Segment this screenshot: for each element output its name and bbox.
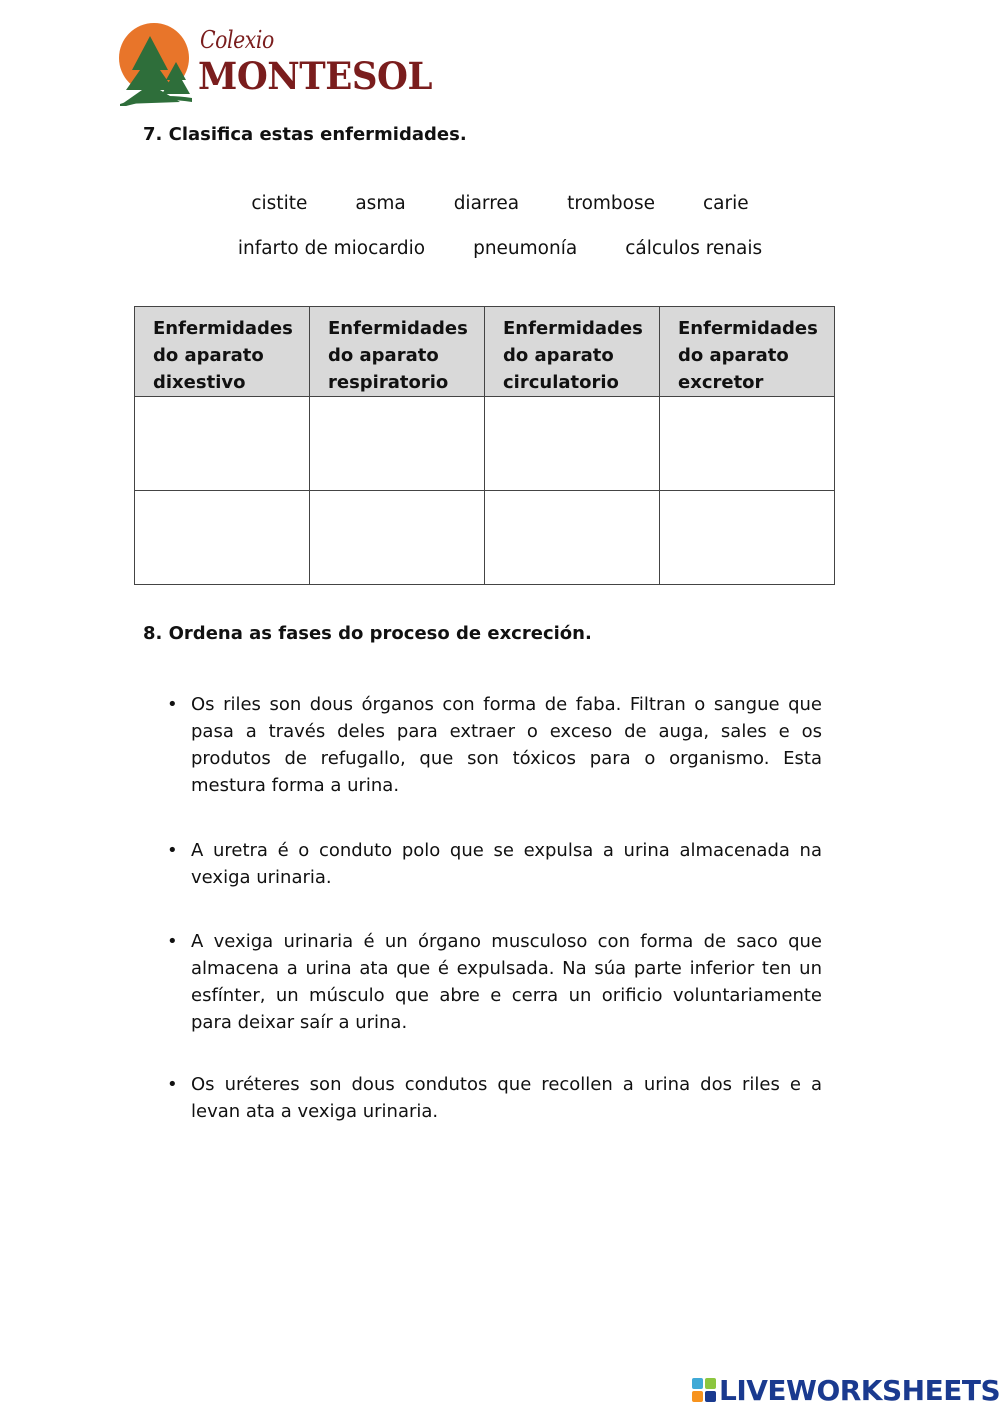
liveworksheets-brand <box>692 1374 1000 1406</box>
logo-small-text: Colexio <box>200 26 274 54</box>
table-row <box>135 397 835 491</box>
header-circulatory: Enfermidades do aparato circulatorio <box>485 307 660 397</box>
word-bank-row-2 <box>0 238 1000 259</box>
list-item-text: Os riles son dous órganos con forma de faba. Filtran o sangue que pasa a través deles para extraer o exceso de auga, sales e os produtos de refugallo, que son tóxicos para o organismo. Esta mestura forma a urina. <box>191 694 822 796</box>
word-bank-row-1 <box>0 193 1000 214</box>
logo-big-text: MONTESOL <box>198 54 432 98</box>
header-respiratory: Enfermidades do aparato respiratorio <box>310 307 485 397</box>
list-item <box>165 928 822 1036</box>
list-item <box>165 1071 822 1125</box>
word-bank-item: infarto de miocardio <box>237 238 426 259</box>
answer-cell[interactable] <box>310 397 485 491</box>
answer-cell[interactable] <box>485 491 660 585</box>
word-bank-item: cistite <box>251 193 308 214</box>
question-8-title: 8. Ordena as fases do proceso de excreción. <box>143 623 592 644</box>
answer-cell[interactable] <box>660 491 835 585</box>
bullet-icon: • <box>167 931 178 952</box>
answer-cell[interactable] <box>660 397 835 491</box>
word-bank-item: trombose <box>567 193 655 214</box>
answer-cell[interactable] <box>135 491 310 585</box>
excretion-steps-list <box>165 691 822 1125</box>
word-bank-item: pneumonía <box>473 238 578 259</box>
word-bank-item: diarrea <box>453 193 520 214</box>
header-digestive: Enfermidades do aparato dixestivo <box>135 307 310 397</box>
bullet-icon: • <box>167 1074 178 1095</box>
answer-cell[interactable] <box>135 397 310 491</box>
answer-cell[interactable] <box>485 397 660 491</box>
table-row <box>135 491 835 585</box>
word-bank-item: carie <box>702 193 749 214</box>
question-7-title: 7. Clasifica estas enfermidades. <box>143 124 467 145</box>
list-item-text: A uretra é o conduto polo que se expulsa a urina almacenada na vexiga urinaria. <box>191 840 822 888</box>
sun-tree-logo-icon <box>118 18 198 106</box>
list-item <box>165 837 822 891</box>
bullet-icon: • <box>167 840 178 861</box>
school-logo <box>118 18 432 106</box>
list-item <box>165 691 822 799</box>
classification-table <box>134 306 835 585</box>
liveworksheets-logo-icon <box>692 1378 716 1402</box>
bullet-icon: • <box>167 694 178 715</box>
brand-text: LIVEWORKSHEETS <box>719 1373 1000 1407</box>
table-header-row <box>135 307 835 397</box>
answer-cell[interactable] <box>310 491 485 585</box>
list-item-text: A vexiga urinaria é un órgano musculoso con forma de saco que almacena a urina ata que é expulsada. Na súa parte inferior ten un esfínter, un músculo que abre e cerra un orificio voluntariamente para deixar saír a urina. <box>191 931 822 1033</box>
word-bank-item: cálculos renais <box>625 238 763 259</box>
word-bank-item: asma <box>355 193 406 214</box>
list-item-text: Os uréteres son dous condutos que recollen a urina dos riles e a levan ata a vexiga urinaria. <box>191 1074 822 1122</box>
header-excretory: Enfermidades do aparato excretor <box>660 307 835 397</box>
